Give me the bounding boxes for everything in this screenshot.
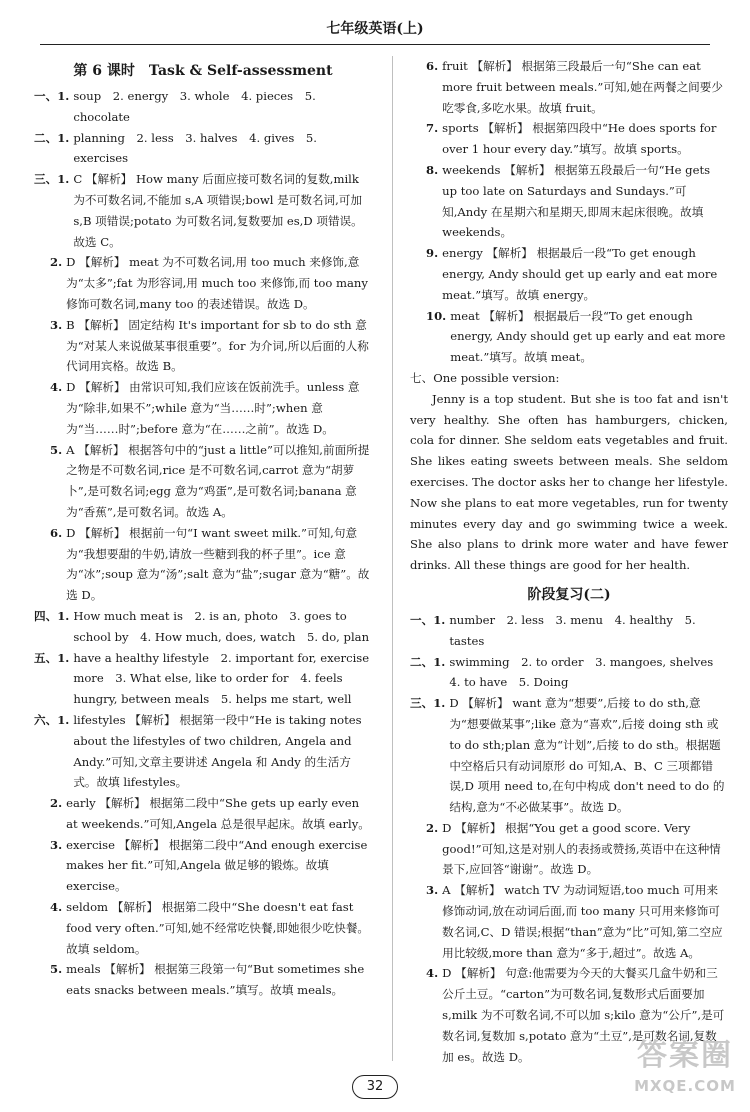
answer-item — [34, 315, 372, 377]
answer-text: number 2. less 3. menu 4. healthy 5. tastes — [449, 612, 696, 648]
answer-number: 五、1. — [34, 650, 74, 665]
answer-item — [34, 377, 372, 439]
answer-item — [34, 606, 372, 648]
answer-item — [34, 440, 372, 523]
left-answer-list — [34, 86, 372, 1001]
header-rule — [40, 44, 710, 45]
answer-number: 三、1. — [410, 696, 450, 711]
answer-text: D 【解析】 由常识可知,我们应该在饭前洗手。unless 意为“除非,如果不”;while 意为“当……时”;when 意为“当……时”;before 意为“在……之前”。故选 D。 — [66, 380, 360, 436]
answer-item — [34, 959, 372, 1001]
answer-text: A 【解析】 根据答句中的“just a little”可以推知,前面所提之物是不可数名词,rice 是不可数名词,carrot 意为“胡萝卜”,是可数名词;egg 意为“鸡蛋”,是可数名词;banana 意为“香蕉”,是可数名词。故选 A。 — [66, 442, 370, 519]
answer-text: B 【解析】 固定结构 It's important for sb to do sth 意为“对某人来说做某事很重要”。for 为介词,所以后面的人称代词用宾格。故选 B。 — [66, 317, 369, 374]
answer-number: 7. — [426, 121, 443, 136]
answer-number: 6. — [426, 59, 443, 73]
answer-text: A 【解析】 watch TV 为动词短语,too much 可用来修饰动词,放在动词后面,而 too many 只可用来修饰可数名词,C、D 错误;根据“than”意为“比”可知,第二空应用比较级,more than 意为“多于,超过”。故选 A。 — [442, 883, 723, 960]
answer-item — [34, 710, 372, 793]
answer-text: weekends 【解析】 根据第五段最后一句“He gets up too late on Saturdays and Sundays.”可知,Andy 在星期六和星期天,即周末起床很晚。故填 weekends。 — [442, 162, 711, 240]
answer-number: 一、1. — [34, 89, 74, 103]
answer-item — [34, 86, 372, 128]
answer-item — [410, 243, 728, 305]
answer-text: early 【解析】 根据第二段中“She gets up early even at weekends.”可知,Angela 总是很早起床。故填 early。 — [66, 796, 370, 831]
answer-text: meat 【解析】 根据最后一段“To get enough energy, Andy should get up early and eat more meat.”填写。故填 meat。 — [450, 308, 726, 365]
answer-item — [34, 252, 372, 314]
answer-number: 6. — [50, 525, 67, 540]
right-answer-list-a — [410, 56, 728, 368]
answer-number: 5. — [50, 962, 67, 977]
answer-item — [410, 818, 728, 880]
answer-text: D 【解析】 根据前一句“I want sweet milk.”可知,句意为“我想要甜的牛奶,请放一些糖到我的杯子里”。ice 意为“冰”;soup 意为“汤”;salt 意为“盐”;sugar 意为“糖”。故选 D。 — [66, 525, 370, 603]
answer-text: soup 2. energy 3. whole 4. pieces 5. chocolate — [73, 89, 316, 124]
answer-item — [410, 56, 728, 118]
answer-number: 4. — [50, 900, 67, 915]
answer-item — [410, 880, 728, 963]
answer-item — [34, 648, 372, 710]
column-divider — [392, 56, 393, 1061]
answer-number: 一、1. — [410, 612, 450, 627]
answer-number: 三、1. — [34, 172, 74, 187]
answer-item — [34, 523, 372, 606]
answer-number: 2. — [50, 796, 67, 811]
answer-item — [34, 169, 372, 252]
answer-number: 六、1. — [34, 712, 74, 727]
essay-label: 七、One possible version: — [410, 370, 560, 385]
answer-number: 3. — [426, 883, 443, 898]
review-title: 阶段复习(二) — [527, 586, 611, 603]
answer-number: 2. — [426, 820, 443, 835]
answer-item — [410, 610, 728, 652]
left-column — [34, 56, 372, 1001]
answer-number: 3. — [50, 317, 67, 332]
answer-text: D 【解析】 meat 为不可数名词,用 too much 来修饰,意为“太多”;fat 为形容词,用 much too 来修饰,而 too many 修饰可数名词,many too 的表述错误。故选 D。 — [66, 255, 368, 311]
answer-number: 5. — [50, 442, 67, 457]
answer-item — [410, 652, 728, 694]
answer-item — [34, 835, 372, 897]
answer-text: C 【解析】 How many 后面应接可数名词的复数,milk 为不可数名词,不能加 s,A 项错误;bowl 是可数名词,可加 s,B 项错误;potato 为可数名词,复数要加 es,D 项错误。故选 C。 — [73, 172, 363, 249]
answer-text: have a healthy lifestyle 2. important for, exercise more 3. What else, like to order for 4. feels hungry, between meals 5. helps me start, well — [73, 650, 370, 707]
answer-number: 8. — [426, 162, 443, 177]
answer-text: energy 【解析】 根据最后一段“To get enough energy, Andy should get up early and eat more meat.”填写。故填 energy。 — [442, 246, 718, 302]
answer-item — [410, 118, 728, 160]
answer-number: 10. — [426, 308, 451, 323]
book-title: 七年级英语(上) — [326, 21, 424, 37]
answer-number: 4. — [50, 380, 67, 395]
answer-number: 3. — [50, 837, 67, 852]
answer-item — [34, 128, 372, 170]
answer-item — [410, 693, 728, 818]
answer-text: D 【解析】 根据“You get a good score. Very good!”可知,这是对别人的表扬或赞扬,英语中在这种情景下,应回答“谢谢”。故选 D。 — [442, 820, 721, 877]
answer-text: D 【解析】 want 意为“想要”,后接 to do sth,意为“想要做某事”;like 意为“喜欢”,后接 doing sth 或 to do sth;plan 意为“计划”,后接 to do sth。根据题中空格后只有动词原形 do 可知,A、B、C 三项都错误,D 项用 need to,在句中构成 don't need to do 的结构,意为“不必做某事”。故选 D。 — [449, 696, 725, 815]
answer-text: seldom 【解析】 根据第二段中“She doesn't eat fast food very often.”可知,她不经常吃快餐,即她很少吃快餐。故填 seldom。 — [66, 900, 370, 956]
answer-item — [410, 160, 728, 243]
answer-text: fruit 【解析】 根据第三段最后一句“She can eat more fruit between meals.”可知,她在两餐之间要少吃零食,多吃水果。故填 fruit。 — [442, 59, 723, 115]
answer-text: planning 2. less 3. halves 4. gives 5. exercises — [73, 130, 317, 166]
answer-text: swimming 2. to order 3. mangoes, shelves 4. to have 5. Doing — [449, 654, 725, 690]
answer-text: sports 【解析】 根据第四段中“He does sports for over 1 hour every day.”填写。故填 sports。 — [442, 121, 717, 157]
lesson-title: 第 6 课时 Task & Self-assessment — [73, 63, 333, 79]
model-essay: Jenny is a top student. But she is too fat and isn't very healthy. She often has hamburgers, chicken, cola for dinner. She seldom eats vegetables and fruit. She likes eating sweets between meals. She seldom exercises. The doctor asks her to change her lifestyle. Now she plans to eat more vegetables, run for twenty minutes every day and go swimming twice a week. She also plans to drink more water and have fewer drinks. All these things are good for her health. — [410, 391, 728, 573]
right-column — [410, 56, 728, 1067]
page-header — [40, 18, 710, 42]
watermark-logo: 答案圈 MXQE.COM — [634, 1038, 736, 1095]
answer-item — [410, 306, 728, 368]
answer-text: meals 【解析】 根据第三段第一句“But sometimes she eats snacks between meals.”填写。故填 meals。 — [66, 962, 365, 998]
answer-text: D 【解析】 句意:他需要为今天的大餐买几盒牛奶和三公斤土豆。“carton”为可数名词,复数形式后面要加 s,milk 为不可数名词,不可以加 s;kilo 意为“公斤”,是可数名词,复数加 s,potato 意为“土豆”,是可数名词,复数加 es。故选 D。 — [442, 966, 725, 1064]
answer-text: How much meat is 2. is an, photo 3. goes to school by 4. How much, does, watch 5. do, plan — [73, 608, 370, 644]
answer-text: exercise 【解析】 根据第二段中“And enough exercise makes her fit.”可知,Angela 做足够的锻炼。故填 exercise。 — [66, 837, 368, 894]
answer-item — [34, 793, 372, 835]
answer-number: 二、1. — [410, 654, 450, 669]
answer-item — [34, 897, 372, 959]
answer-number: 4. — [426, 966, 443, 981]
right-answer-list-b — [410, 610, 728, 1068]
page-number: 32 — [352, 1075, 398, 1099]
answer-number: 二、1. — [34, 130, 74, 145]
answer-number: 四、1. — [34, 608, 74, 623]
answer-number: 2. — [50, 255, 67, 270]
answer-number: 9. — [426, 246, 443, 261]
answer-text: lifestyles 【解析】 根据第一段中“He is taking notes about the lifestyles of two children, Angela and Andy.”可知,文章主要讲述 Angela 和 Andy 的生活方式。故填 lifestyles。 — [73, 712, 362, 790]
